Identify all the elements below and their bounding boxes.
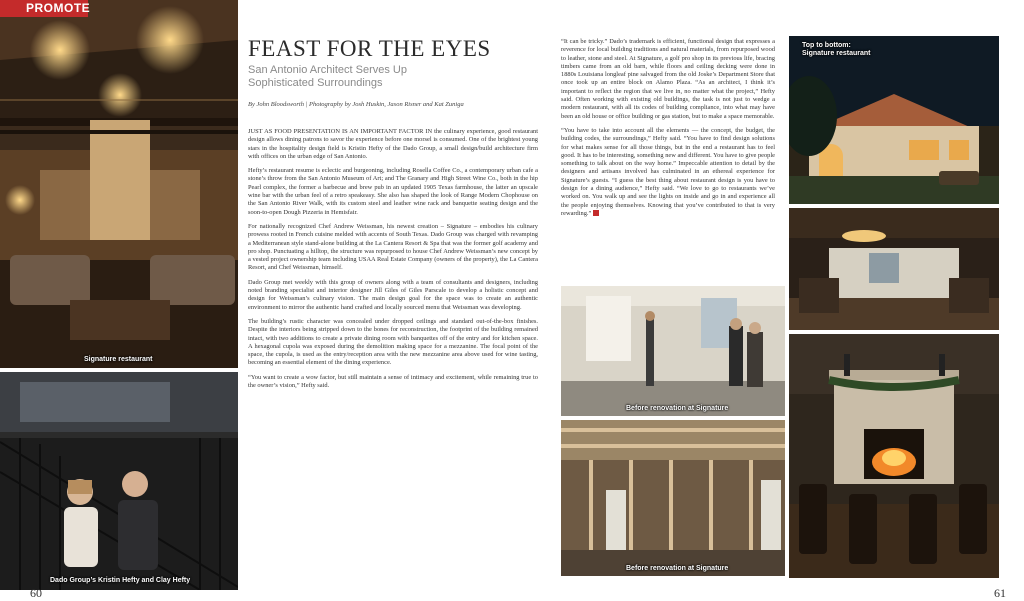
article-subtitle-line-1: San Antonio Architect Serves Up xyxy=(248,64,407,76)
photo-before-renovation-2 xyxy=(561,420,785,576)
section-tag: PROMOTE xyxy=(0,0,88,17)
photo-signature-interior xyxy=(0,0,238,368)
body-paragraph: Dado Group met weekly with this group of owners along with a team of consultants and designers, including noted branding specialist and interior designer Jill Giles of Giles Parscale to develop a holistic concept and design for Weissman’s culinary vision. The main design goal for the space was to create an authentic environment to mirror the authentic hand crafted and locally sourced menu that Weissman was developing. xyxy=(248,278,538,311)
body-paragraph: For nationally recognized Chef Andrew Weissman, his newest creation – Signature – embodies his culinary prowess rooted in French cuisine melded with accents of South Texas. Dado Group was charged with revamping a Mediterranean style stand-alone building at the La Cantera Resort & Spa that was the former golf academy and pro shop. Punctuating a hilltop, the structure was repurposed to house Chef Andrew Weissman’s new concept by a vested project ownership team including USAA Real Estate Company (owners of the property), the La Cantera Resort, and Chef Weissman, himself. xyxy=(248,222,538,272)
article-subtitle xyxy=(248,64,508,90)
body-paragraph: Hefty’s restaurant resume is eclectic and burgeoning, including Rosella Coffee Co., a contemporary urban cafe a stone’s throw from the San Antonio Museum of Art; and The Granary and High Street Wine Co., both in the hip Pearl complex, the former a barbecue and brew pub in an updated 1905 Texas farmhouse, the latter an upscale wine bar with the urban feel of a retro speakeasy. She also has shaped the look of Range Modern Chophouse on the San Antonio River Walk, with its custom steel and leather wine rack and banquette seating design and the soon-to-open Dough Pizzeria in Hemisfair. xyxy=(248,167,538,216)
photo-signature-exterior xyxy=(789,36,999,204)
body-paragraph xyxy=(561,127,775,218)
caption-top-to-bottom-line-1: Top to bottom: xyxy=(802,42,851,49)
body-paragraph: The building’s rustic character was concealed under dropped ceilings and standard out-of-the-box finishes. Despite the interiors being stripped down to the bones for reconstruction, the footprint of the building remained intact, with two additions to create a private dining room with banquettes off of the entry and for kitchen space. A hexagonal cupola was exposed during the demolition making space for a mezzanine. The focal point of the space, the cupola, is used as the entry/reception area with the new mezzanine area above used for wine tasting, becoming an essential element of the dining experience. xyxy=(248,317,538,367)
body-column-2 xyxy=(561,38,775,224)
body-paragraph: “You want to create a wow factor, but still maintain a sense of intimacy and excitement, while remaining true to the owner’s vision,” Hefty said. xyxy=(248,373,538,390)
article-end-icon xyxy=(593,210,599,216)
caption-dado-group: Dado Group’s Kristin Hefty and Clay Hefty xyxy=(50,577,191,584)
body-paragraph-text: “You have to take into account all the elements — the concept, the budget, the building codes, the surroundings,” Hefty said. “You have to find design solutions for what makes sense for all those things, but in the end a restaurant has to feel good. It has to be interesting, something new and different. You have to give people something to talk about on the way home.” Impeccable attention to detail by the designers and artisans involved has culminated in an ethereal experience for Signature’s guests. “I guess the best thing about restaurant design is you have to design for a dining audience,” Hefty said. “We love to go to restaurants we’ve worked on. You walk up and see the lights on inside and go in and experience all the people enjoying themselves. Knowing that you’ve contributed to that is very rewarding.” xyxy=(561,126,775,217)
caption-top-to-bottom-line-2: Signature restaurant xyxy=(802,50,871,57)
page-number-right: 61 xyxy=(994,586,1006,600)
photo-before-renovation-1 xyxy=(561,286,785,416)
photo-dado-group-founders xyxy=(0,372,238,590)
article-byline: By John Bloodsworth | Photography by Josh Huskin, Jason Risner and Kat Zuniga xyxy=(248,101,464,108)
photo-signature-dining-room xyxy=(789,208,999,330)
page-number-left: 60 xyxy=(30,586,42,600)
caption-top-to-bottom xyxy=(802,42,870,58)
article-subtitle-line-2: Sophisticated Surroundings xyxy=(248,77,383,89)
caption-before-renovation-1: Before renovation at Signature xyxy=(626,405,729,412)
photo-signature-fireplace xyxy=(789,334,999,578)
body-paragraph: “It can be tricky.” Dado’s trademark is efficient, functional design that expresses a reverence for local building traditions and natural materials, from repurposed wood to leather, stone and steel. At Signature, a golf pro shop in its previous life, bracing timbers came from an old barn, while floors and ceiling decking were done in 1880s Louisiana longleaf pine salvaged from the old Joske’s Department Store that once took up an entire block on Alamo Plaza. “As an architect, I think it’s important to reflect the region that we live in, no matter what the project,” Hefty said. Often working with existing old buildings, the task is not just to wedge a modern restaurant, with all its codes of building compliance, into what may have been an old house or office building or gas station, but to make a space memorable. xyxy=(561,38,775,120)
caption-signature-restaurant: Signature restaurant xyxy=(84,356,153,363)
article-title: FEAST FOR THE EYES xyxy=(248,36,491,61)
body-column-1 xyxy=(248,128,538,396)
caption-before-renovation-2: Before renovation at Signature xyxy=(626,565,729,572)
body-paragraph: JUST AS FOOD PRESENTATION IS AN IMPORTANT FACTOR IN the culinary experience, good restaurant design allows dining patrons to savor the experience before one morsel is consumed. One of the brightest young stars in the hospitality design field is Kristin Hefty of the Dado Group, a small design/build architecture firm with offices on the urban edge of San Antonio. xyxy=(248,128,538,160)
